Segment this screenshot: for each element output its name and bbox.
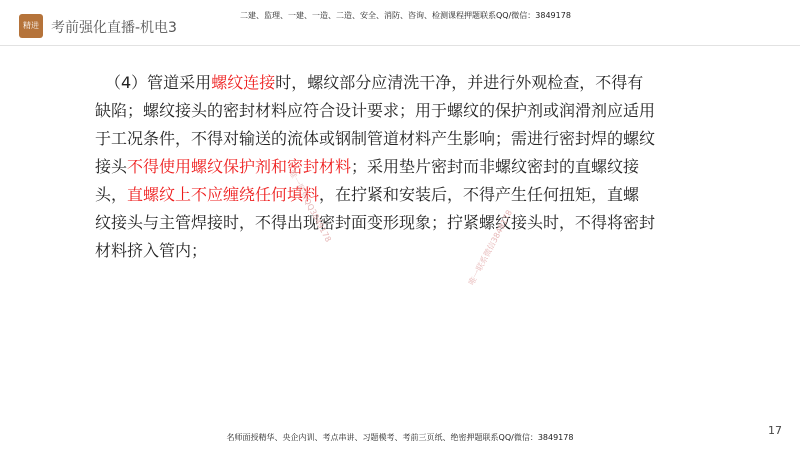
header: [0, 0, 800, 46]
header-divider: [0, 45, 800, 46]
watermark: 唯一联系QQ3849178: [287, 168, 333, 244]
text-segment: （4）管道采用: [105, 73, 212, 92]
footer-contact-note: 名师面授精华、央企内训、考点串讲、习题模考、考前三页纸、绝密押题联系QQ/微信：3849178: [226, 433, 574, 442]
course-title: 考前强化直播-机电3: [51, 20, 177, 36]
highlighted-text: 螺纹连接: [211, 73, 276, 92]
text-segment: ，在拧紧和安装后，不得产生任何扭矩，直螺纹接头与主管焊接时，不得出现密封面变形现象；拧紧螺纹接头时，不得将密封材料挤入管内；: [95, 185, 656, 260]
page-number: 17: [768, 424, 782, 437]
watermark: 唯一联系微信3849178: [466, 208, 515, 287]
header-contact-note: 二建、监理、一建、一造、二造、安全、消防、咨询、检测课程押题联系QQ/微信：3849178: [240, 11, 571, 20]
text-segment: ；采用垫片密封而非螺纹密封的直螺纹接头，: [95, 157, 640, 204]
highlighted-text: 不得使用螺纹保护剂和密封材料: [127, 157, 352, 176]
body-paragraph: [95, 69, 655, 265]
highlighted-text: 直螺纹上不应缠绕任何填料: [127, 185, 320, 204]
text-segment: 时，螺纹部分应清洗干净，并进行外观检查，不得有缺陷；螺纹接头的密封材料应符合设计要求；用于螺纹的保护剂或润滑剂应适用于工况条件，不得对输送的流体或钢制管道材料产生影响；需进行密封焊的螺纹接头: [95, 73, 656, 176]
logo: 精进: [19, 14, 43, 38]
